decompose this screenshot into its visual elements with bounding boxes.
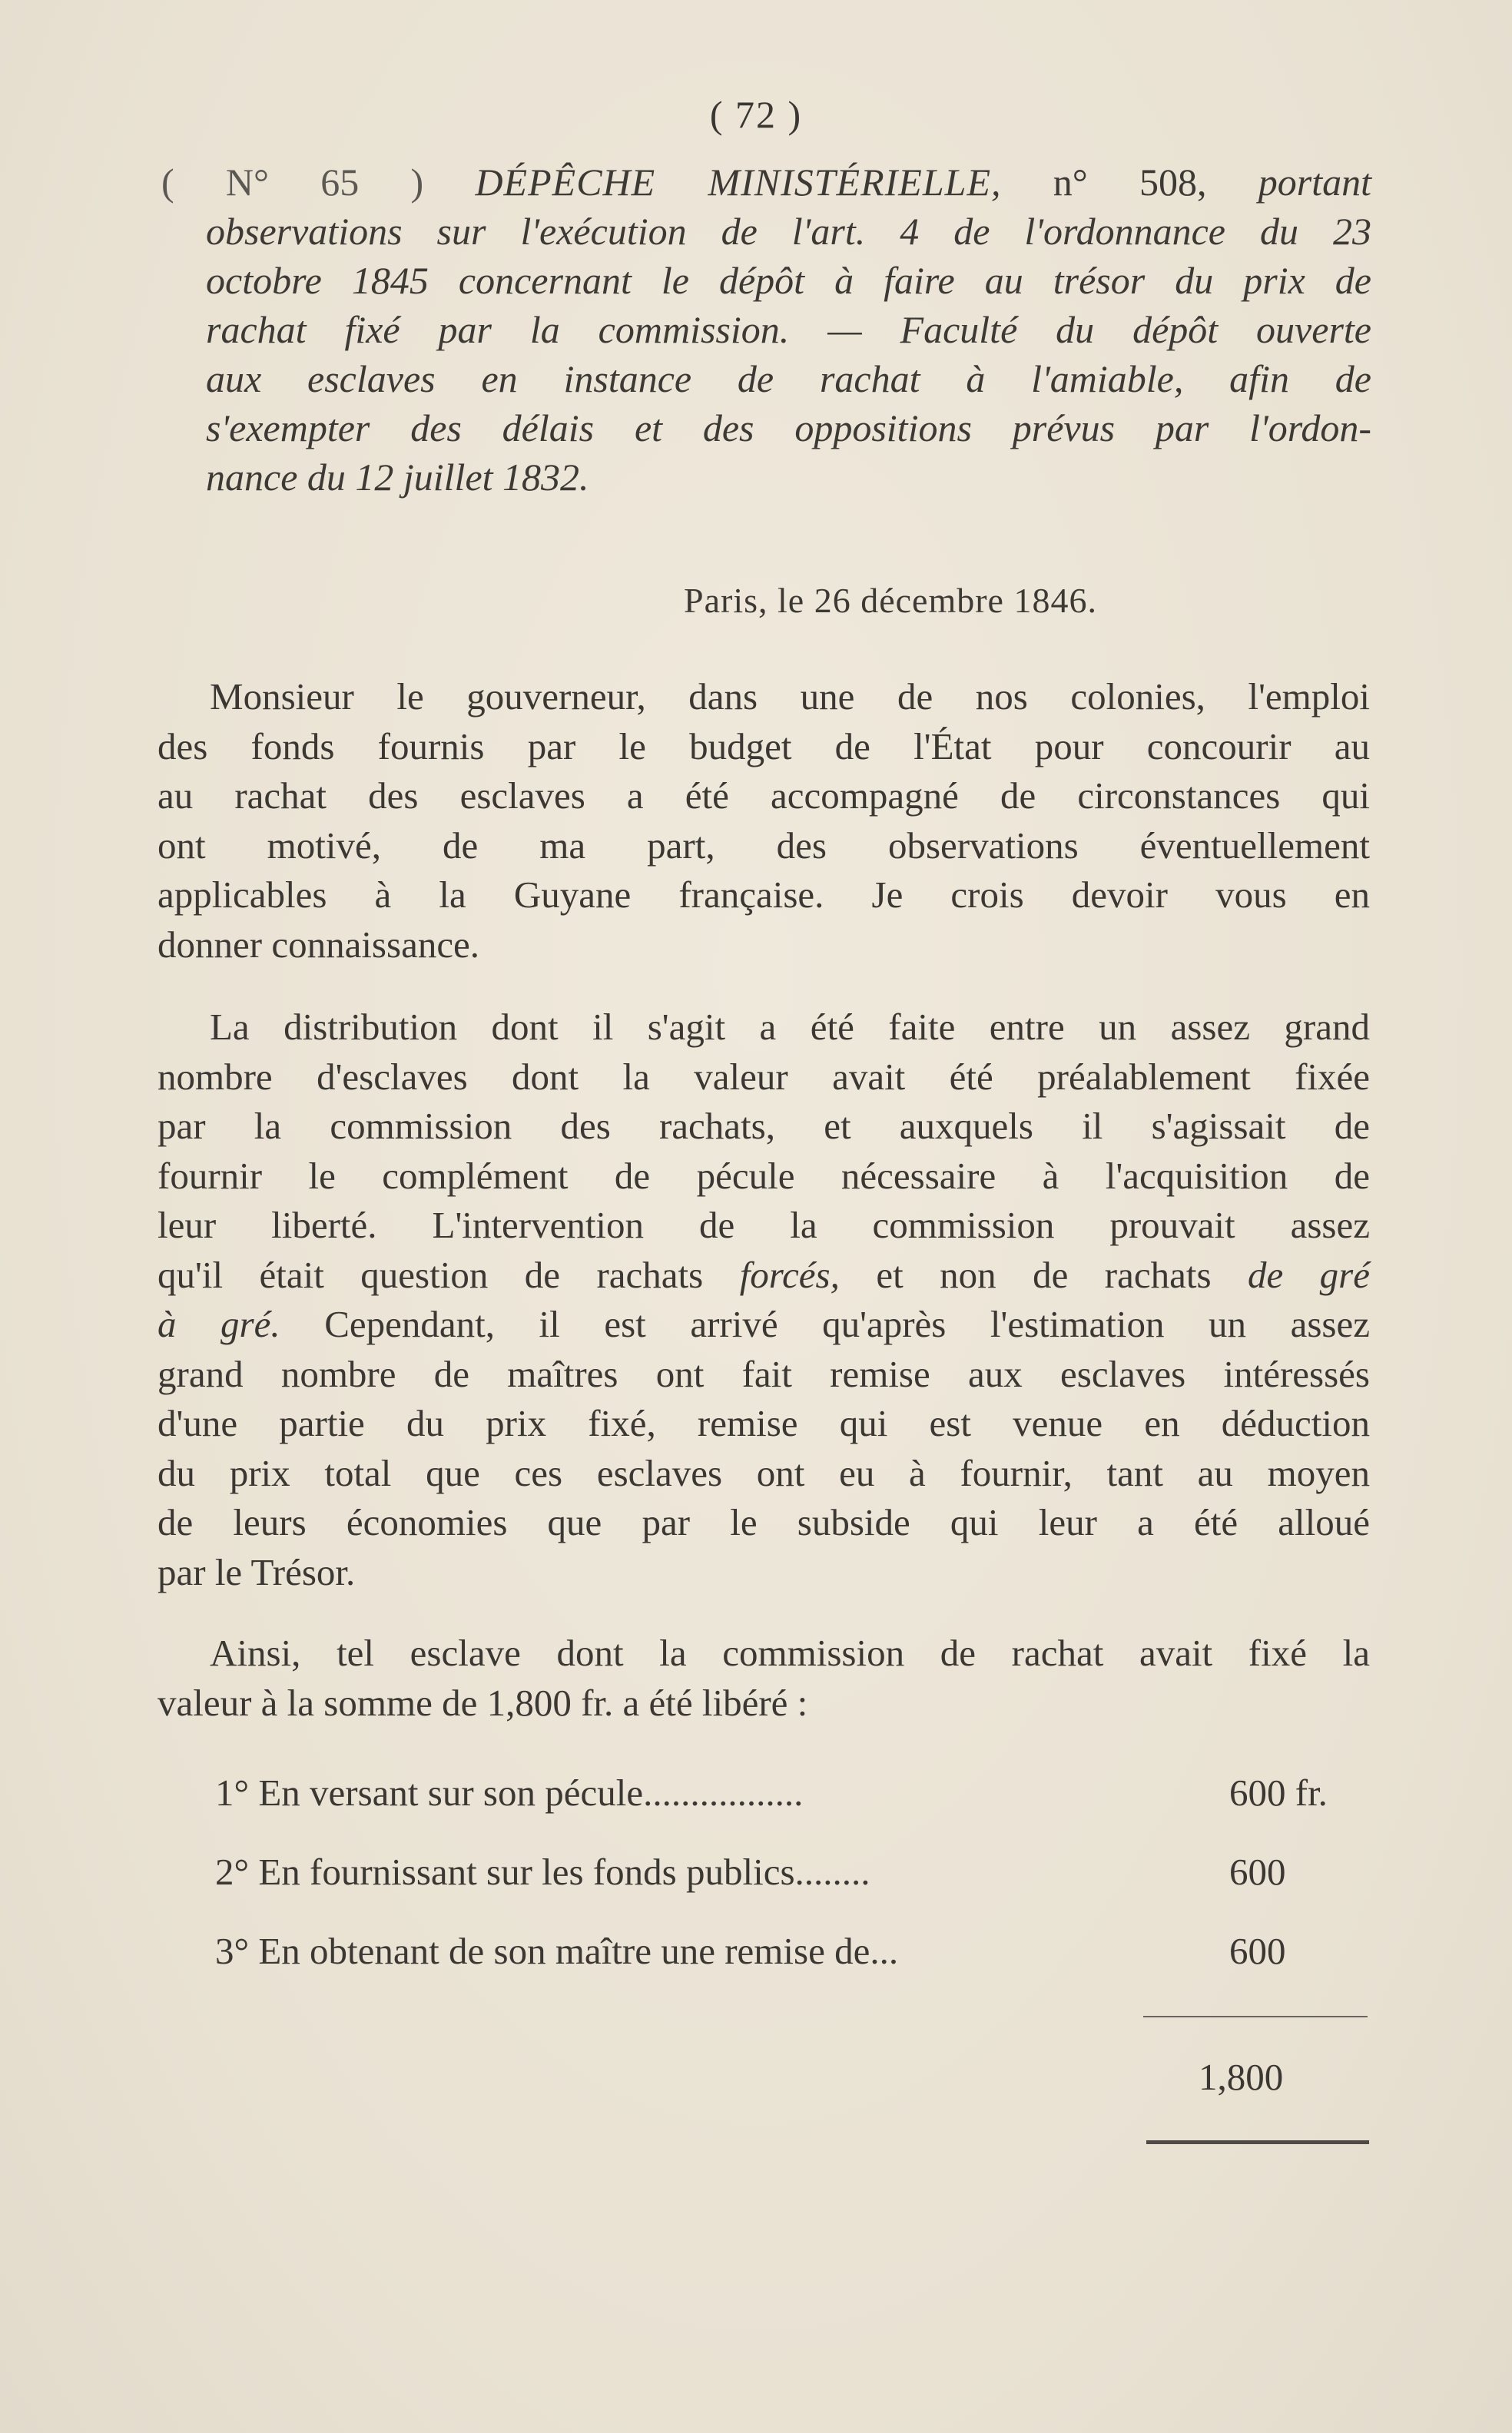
text-line (158, 1251, 1370, 1301)
text-line: au rachat des esclaves a été accompagné de circonstances qui (158, 774, 1370, 817)
item-value: 600 fr. (1229, 1772, 1328, 1814)
text-line: applicables à la Guyane française. Je crois devoir vous en (158, 873, 1370, 916)
text-line: leur liberté. L'intervention de la commission prouvait assez (158, 1204, 1370, 1246)
paragraph-3 (158, 1629, 1370, 1728)
sum-rule (1143, 2016, 1368, 2017)
heading-line: octobre 1845 concernant le dépôt à faire au trésor du prix de (206, 259, 1371, 302)
heading-line-1 (161, 157, 1371, 207)
text-line: valeur à la somme de 1,800 fr. a été libéré : (158, 1681, 808, 1724)
dispatch-title: DÉPÊCHE MINISTÉRIELLE, (475, 161, 1002, 204)
text-line: fournir le complément de pécule nécessaire à l'acquisition de (158, 1154, 1370, 1197)
dispatch-ref: n° 508, (1001, 161, 1207, 204)
italic-run: de gré (1247, 1253, 1370, 1296)
text-line: d'une partie du prix fixé, remise qui est venue en déduction (158, 1402, 1370, 1444)
total-value: 1,800 (1199, 2056, 1284, 2098)
italic-run: à gré. (158, 1303, 280, 1345)
italic-run: forcés, (739, 1253, 840, 1296)
item-value: 600 (1229, 1851, 1286, 1893)
heading-line: s'exempter des délais et des oppositions prévus par l'ordon- (206, 406, 1371, 449)
text-run: qu'il était question de rachats (158, 1253, 740, 1296)
paragraph-1 (158, 672, 1370, 970)
dispatch-heading (161, 157, 1371, 502)
text-line: La distribution dont il s'agit a été faite entre un assez grand (210, 1006, 1370, 1048)
heading-line: observations sur l'exécution de l'art. 4 de l'ordonnance du 23 (206, 210, 1371, 253)
closing-rule (1146, 2140, 1369, 2144)
breakdown-item (215, 1768, 1370, 1818)
text-line: des fonds fournis par le budget de l'État pour concourir au (158, 724, 1370, 767)
text-line: Monsieur le gouverneur, dans une de nos colonies, l'emploi (210, 675, 1370, 718)
date-line: Paris, le 26 décembre 1846. (684, 581, 1097, 620)
text-line: de leurs économies que par le subside qui leur a été alloué (158, 1501, 1370, 1543)
heading-line: nance du 12 juillet 1832. (206, 456, 589, 499)
text-line: donner connaissance. (158, 923, 480, 966)
text-run: et non de rachats (839, 1253, 1248, 1296)
text-run: Cependant, il est arrivé qu'après l'estimation un assez (280, 1303, 1370, 1345)
text-line: par le Trésor. (158, 1550, 356, 1593)
item-label: 1° En versant sur son pécule................. (215, 1772, 804, 1814)
text-line: grand nombre de maîtres ont fait remise aux esclaves intéressés (158, 1352, 1370, 1395)
heading-line: aux esclaves en instance de rachat à l'amiable, afin de (206, 357, 1371, 400)
text-line (158, 1300, 1370, 1350)
item-label: 2° En fournissant sur les fonds publics........ (215, 1851, 870, 1893)
page-number: ( 72 ) (709, 93, 803, 136)
breakdown-item (215, 1848, 1370, 1897)
item-value: 600 (1229, 1930, 1286, 1972)
dispatch-ref-tail: portant (1206, 161, 1372, 204)
breakdown-item (215, 1927, 1370, 1976)
heading-line: rachat fixé par la commission. — Faculté du dépôt ouverte (206, 308, 1371, 351)
text-line: du prix total que ces esclaves ont eu à fournir, tant au moyen (158, 1451, 1370, 1494)
dispatch-number: ( N° 65 ) (161, 161, 424, 204)
item-label: 3° En obtenant de son maître une remise de... (215, 1930, 899, 1972)
text-line: nombre d'esclaves dont la valeur avait été préalablement fixée (158, 1055, 1370, 1098)
text-line: ont motivé, de ma part, des observations éventuellement (158, 824, 1370, 867)
text-line: par la commission des rachats, et auxquels il s'agissait de (158, 1105, 1370, 1147)
paragraph-2 (158, 1003, 1370, 1597)
text-line: Ainsi, tel esclave dont la commission de rachat avait fixé la (210, 1632, 1370, 1674)
